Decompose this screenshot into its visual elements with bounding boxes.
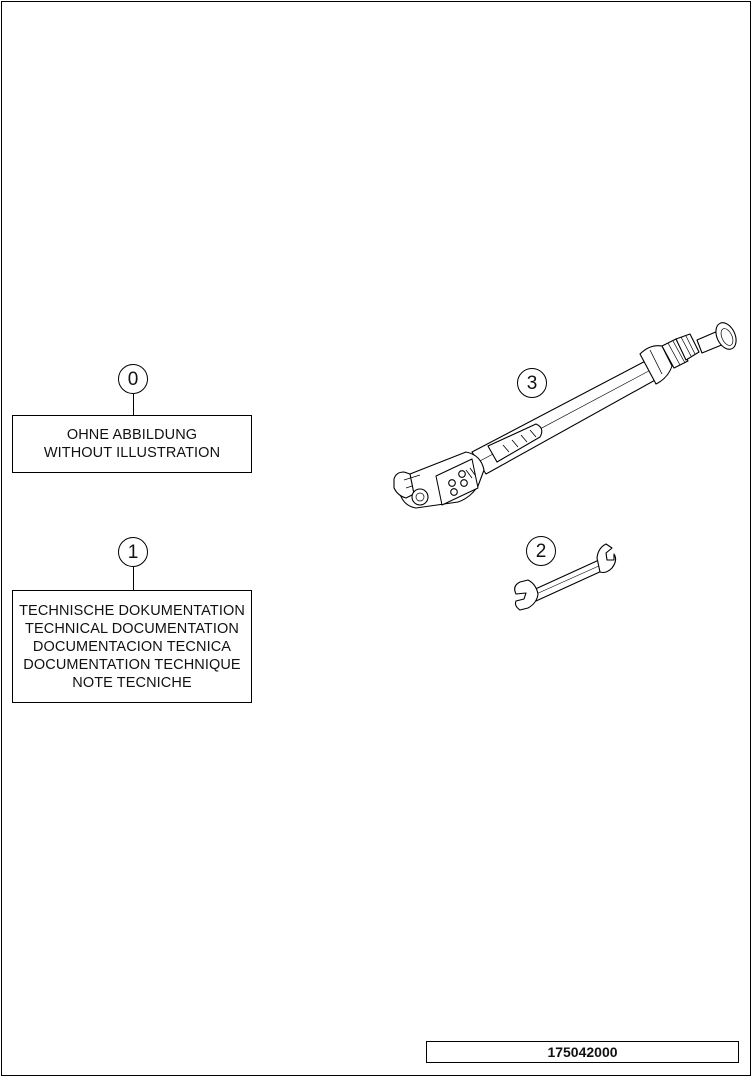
- item-0-line-2: WITHOUT ILLUSTRATION: [43, 445, 221, 461]
- item-1-line-3: DOCUMENTACION TECNICA: [32, 638, 232, 655]
- callout-2-label: 2: [535, 540, 547, 562]
- callout-3-label: 3: [526, 372, 538, 394]
- item-1-line-1: TECHNISCHE DOKUMENTATION: [19, 602, 245, 619]
- open-end-wrench-icon: [515, 540, 616, 610]
- torque-wrench-icon: [394, 320, 740, 508]
- item-0-line-1: OHNE ABBILDUNG: [66, 427, 198, 443]
- item-1-line-2: TECHNICAL DOCUMENTATION: [25, 620, 239, 637]
- part-number-box: [426, 1041, 739, 1063]
- callout-1-label: 1: [127, 541, 139, 563]
- part-number: 175042000: [547, 1044, 618, 1060]
- item-1-line-4: DOCUMENTATION TECHNIQUE: [23, 656, 241, 673]
- callout-0-label: 0: [127, 368, 139, 390]
- item-1-line-5: NOTE TECNICHE: [72, 674, 192, 691]
